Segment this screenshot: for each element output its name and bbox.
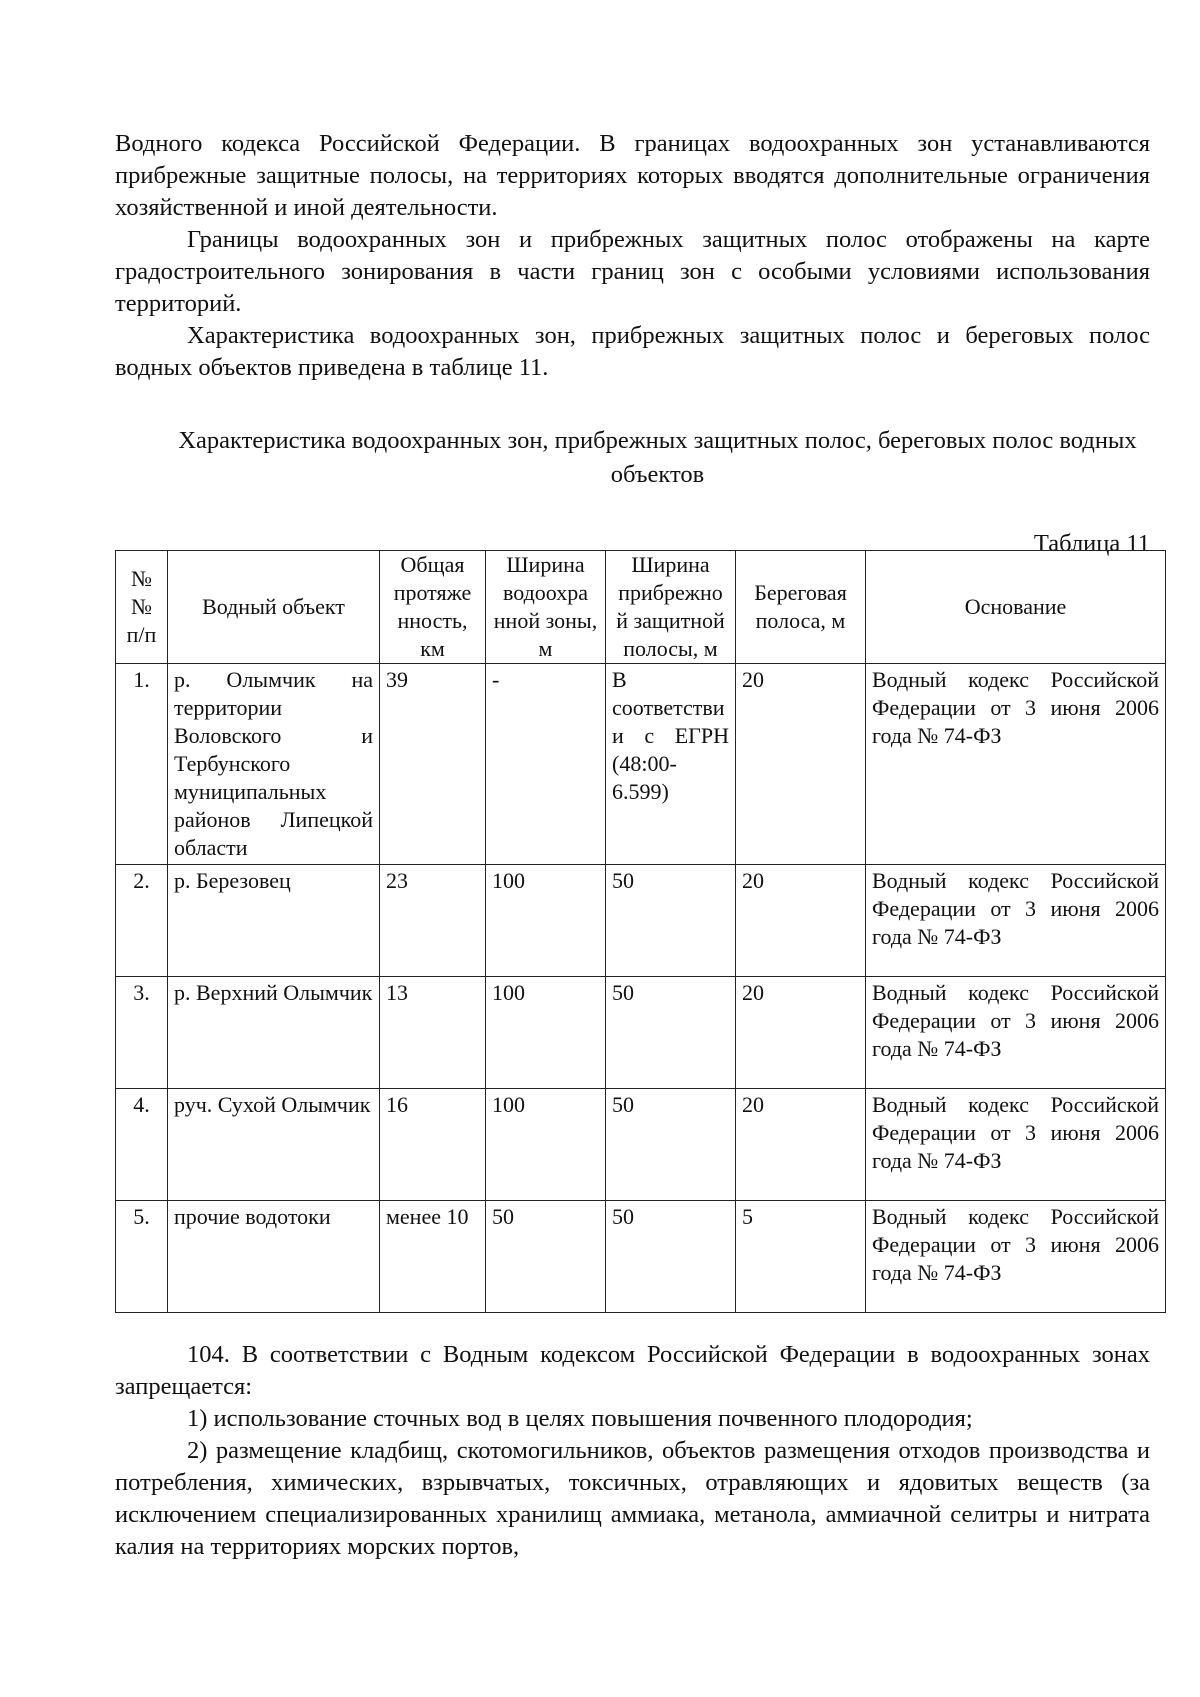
- row-strip: В соответстви и с ЕГРН (48:00-6.599): [606, 664, 736, 865]
- row-length: 39: [380, 664, 486, 865]
- row-basis: Водный кодекс Российской Федерации от 3 июня 2006 года № 74-ФЗ: [866, 664, 1166, 865]
- row-shore: 5: [736, 1201, 866, 1313]
- row-length: 16: [380, 1089, 486, 1201]
- intro-paragraph-1: Водного кодекса Российской Федерации. В границах водоохранных зон устанавливаются прибрежные защитные полосы, на территориях которых вводятся дополнительные ограничения хозяйственной и иной деятельности.: [115, 130, 1150, 221]
- header-strip: Ширина прибрежно й защитной полосы, м: [606, 551, 736, 664]
- row-object: прочие водотоки: [168, 1201, 380, 1313]
- row-length: 13: [380, 977, 486, 1089]
- row-object: р. Верхний Олымчик: [168, 977, 380, 1089]
- header-shore: Береговая полоса, м: [736, 551, 866, 664]
- row-zone: 50: [486, 1201, 606, 1313]
- table-number: Таблица 11: [1033, 530, 1150, 557]
- row-strip: 50: [606, 865, 736, 977]
- row-basis: Водный кодекс Российской Федерации от 3 июня 2006 года № 74-ФЗ: [866, 977, 1166, 1089]
- section-104-item-2: 2) размещение кладбищ, скотомогильников, объектов размещения отходов производства и потребления, химических, взрывчатых, токсичных, отравляющих и ядовитых веществ (за исключением специализированных хранилищ аммиака, метанола, аммиачной селитры и нитрата калия на территориях морских портов,: [115, 1437, 1150, 1560]
- table-caption: Характеристика водоохранных зон, прибрежных защитных полос, береговых полос водных объектов: [178, 427, 1137, 488]
- row-shore: 20: [736, 1089, 866, 1201]
- row-zone: -: [486, 664, 606, 865]
- row-num: 3.: [116, 977, 168, 1089]
- row-strip: 50: [606, 1089, 736, 1201]
- row-basis: Водный кодекс Российской Федерации от 3 июня 2006 года № 74-ФЗ: [866, 1089, 1166, 1201]
- row-strip: 50: [606, 977, 736, 1089]
- row-zone: 100: [486, 865, 606, 977]
- section-104-intro: 104. В соответствии с Водным кодексом Российской Федерации в водоохранных зонах запрещается:: [115, 1341, 1150, 1400]
- row-zone: 100: [486, 977, 606, 1089]
- row-num: 2.: [116, 865, 168, 977]
- row-length: 23: [380, 865, 486, 977]
- header-basis: Основание: [866, 551, 1166, 664]
- intro-paragraph-3: Характеристика водоохранных зон, прибрежных защитных полос и береговых полос водных объектов приведена в таблице 11.: [115, 322, 1150, 381]
- header-zone: Ширина водоохра нной зоны, м: [486, 551, 606, 664]
- row-length: менее 10: [380, 1201, 486, 1313]
- header-object: Водный объект: [168, 551, 380, 664]
- row-shore: 20: [736, 977, 866, 1089]
- row-object: руч. Сухой Олымчик: [168, 1089, 380, 1201]
- row-num: 1.: [116, 664, 168, 865]
- row-basis: Водный кодекс Российской Федерации от 3 июня 2006 года № 74-ФЗ: [866, 865, 1166, 977]
- header-num: № № п/п: [116, 551, 168, 664]
- table-header-row: [116, 551, 1166, 664]
- row-zone: 100: [486, 1089, 606, 1201]
- row-basis: Водный кодекс Российской Федерации от 3 июня 2006 года № 74-ФЗ: [866, 1201, 1166, 1313]
- row-num: 4.: [116, 1089, 168, 1201]
- row-shore: 20: [736, 865, 866, 977]
- intro-paragraph-2: Границы водоохранных зон и прибрежных защитных полос отображены на карте градостроительного зонирования в части границ зон с особыми условиями использования территорий.: [115, 226, 1150, 317]
- section-104-item-1: 1) использование сточных вод в целях повышения почвенного плодородия;: [187, 1405, 973, 1432]
- water-objects-table: [115, 550, 1166, 1313]
- table-row: [116, 664, 1166, 865]
- table-row: [116, 977, 1166, 1089]
- row-object: р. Олымчик на территории Воловского и Тербунского муниципальных районов Липецкой области: [168, 664, 380, 865]
- table-row: [116, 1201, 1166, 1313]
- row-shore: 20: [736, 664, 866, 865]
- table-row: [116, 865, 1166, 977]
- row-object: р. Березовец: [168, 865, 380, 977]
- table-row: [116, 1089, 1166, 1201]
- section-104: [115, 1339, 1150, 1563]
- document-page: [115, 128, 1150, 560]
- row-strip: 50: [606, 1201, 736, 1313]
- header-length: Общая протяже нность, км: [380, 551, 486, 664]
- row-num: 5.: [116, 1201, 168, 1313]
